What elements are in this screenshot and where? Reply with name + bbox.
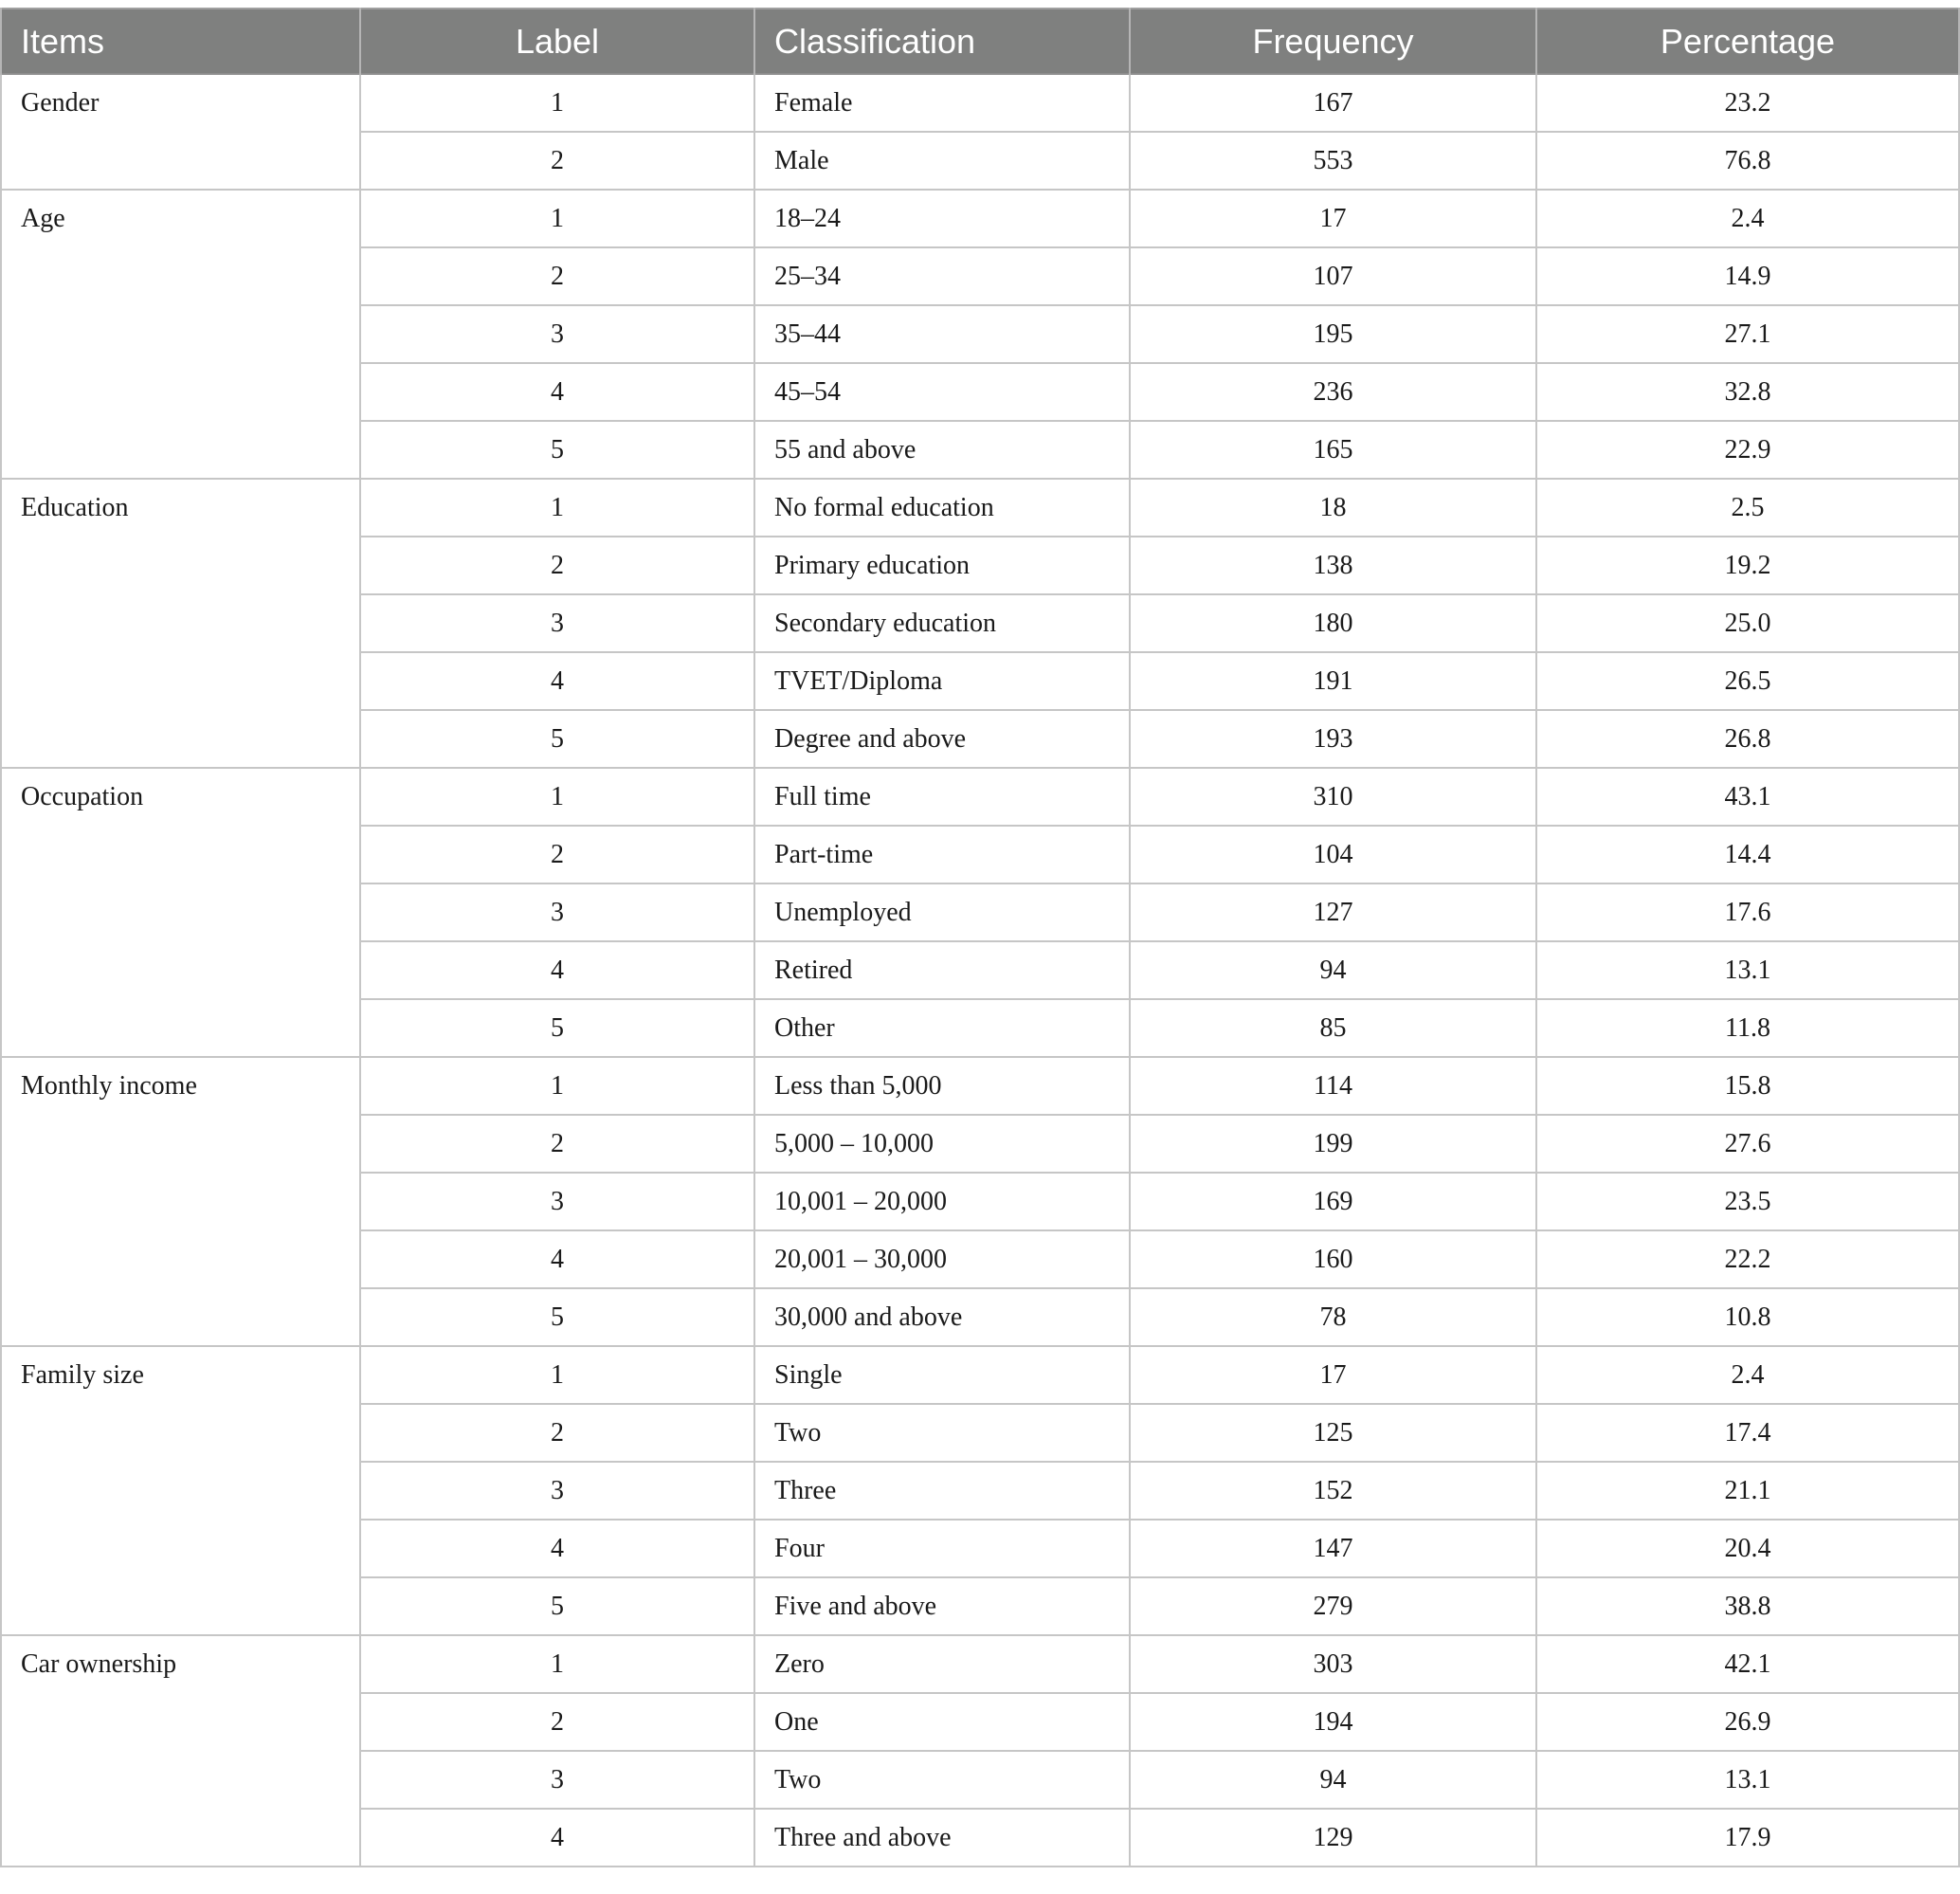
frequency-cell: 125 (1130, 1404, 1536, 1462)
classification-cell: Two (754, 1404, 1130, 1462)
label-cell: 4 (360, 363, 754, 421)
classification-cell: Full time (754, 768, 1130, 826)
frequency-cell: 85 (1130, 999, 1536, 1057)
table-container (0, 8, 1960, 1867)
percentage-cell: 25.0 (1536, 594, 1959, 652)
frequency-cell: 194 (1130, 1693, 1536, 1751)
classification-cell: 55 and above (754, 421, 1130, 479)
header-items: Items (1, 9, 360, 74)
frequency-cell: 553 (1130, 132, 1536, 190)
header-classification: Classification (754, 9, 1130, 74)
label-cell: 2 (360, 132, 754, 190)
frequency-cell: 193 (1130, 710, 1536, 768)
percentage-cell: 19.2 (1536, 537, 1959, 594)
percentage-cell: 2.4 (1536, 190, 1959, 247)
classification-cell: No formal education (754, 479, 1130, 537)
classification-cell: Primary education (754, 537, 1130, 594)
frequency-cell: 94 (1130, 1751, 1536, 1809)
table-header (1, 9, 1959, 74)
label-cell: 5 (360, 1577, 754, 1635)
percentage-cell: 76.8 (1536, 132, 1959, 190)
classification-cell: Part-time (754, 826, 1130, 883)
label-cell: 3 (360, 1751, 754, 1809)
table-row (1, 479, 1959, 537)
label-cell: 1 (360, 768, 754, 826)
table-body (1, 74, 1959, 1867)
frequency-cell: 279 (1130, 1577, 1536, 1635)
frequency-cell: 180 (1130, 594, 1536, 652)
percentage-cell: 15.8 (1536, 1057, 1959, 1115)
frequency-cell: 94 (1130, 941, 1536, 999)
classification-cell: Secondary education (754, 594, 1130, 652)
label-cell: 3 (360, 883, 754, 941)
frequency-cell: 107 (1130, 247, 1536, 305)
label-cell: 3 (360, 594, 754, 652)
table-row (1, 190, 1959, 247)
label-cell: 2 (360, 826, 754, 883)
classification-cell: 25–34 (754, 247, 1130, 305)
header-row (1, 9, 1959, 74)
label-cell: 2 (360, 1404, 754, 1462)
item-cell: Age (1, 190, 360, 479)
classification-cell: Zero (754, 1635, 1130, 1693)
percentage-cell: 32.8 (1536, 363, 1959, 421)
percentage-cell: 42.1 (1536, 1635, 1959, 1693)
classification-cell: 20,001 – 30,000 (754, 1230, 1130, 1288)
classification-cell: Five and above (754, 1577, 1130, 1635)
percentage-cell: 22.9 (1536, 421, 1959, 479)
percentage-cell: 13.1 (1536, 1751, 1959, 1809)
label-cell: 1 (360, 1346, 754, 1404)
classification-cell: Less than 5,000 (754, 1057, 1130, 1115)
percentage-cell: 27.1 (1536, 305, 1959, 363)
classification-cell: 5,000 – 10,000 (754, 1115, 1130, 1173)
label-cell: 4 (360, 1520, 754, 1577)
label-cell: 5 (360, 710, 754, 768)
header-frequency: Frequency (1130, 9, 1536, 74)
frequency-cell: 199 (1130, 1115, 1536, 1173)
item-cell: Gender (1, 74, 360, 190)
percentage-cell: 10.8 (1536, 1288, 1959, 1346)
table-row (1, 74, 1959, 132)
frequency-cell: 167 (1130, 74, 1536, 132)
classification-cell: Retired (754, 941, 1130, 999)
classification-cell: Degree and above (754, 710, 1130, 768)
header-percentage: Percentage (1536, 9, 1959, 74)
percentage-cell: 26.8 (1536, 710, 1959, 768)
table-row (1, 1635, 1959, 1693)
item-cell: Family size (1, 1346, 360, 1635)
classification-cell: Female (754, 74, 1130, 132)
frequency-cell: 169 (1130, 1173, 1536, 1230)
label-cell: 5 (360, 421, 754, 479)
percentage-cell: 22.2 (1536, 1230, 1959, 1288)
frequency-cell: 310 (1130, 768, 1536, 826)
label-cell: 2 (360, 1693, 754, 1751)
classification-cell: 18–24 (754, 190, 1130, 247)
frequency-cell: 17 (1130, 190, 1536, 247)
classification-cell: 45–54 (754, 363, 1130, 421)
frequency-cell: 152 (1130, 1462, 1536, 1520)
percentage-cell: 17.4 (1536, 1404, 1959, 1462)
percentage-cell: 27.6 (1536, 1115, 1959, 1173)
classification-cell: Single (754, 1346, 1130, 1404)
table-row (1, 768, 1959, 826)
classification-cell: 10,001 – 20,000 (754, 1173, 1130, 1230)
label-cell: 1 (360, 479, 754, 537)
frequency-cell: 236 (1130, 363, 1536, 421)
label-cell: 1 (360, 190, 754, 247)
percentage-cell: 20.4 (1536, 1520, 1959, 1577)
frequency-cell: 195 (1130, 305, 1536, 363)
percentage-cell: 38.8 (1536, 1577, 1959, 1635)
table-row (1, 1346, 1959, 1404)
item-cell: Car ownership (1, 1635, 360, 1867)
percentage-cell: 23.2 (1536, 74, 1959, 132)
percentage-cell: 2.5 (1536, 479, 1959, 537)
percentage-cell: 17.9 (1536, 1809, 1959, 1867)
percentage-cell: 2.4 (1536, 1346, 1959, 1404)
frequency-cell: 18 (1130, 479, 1536, 537)
item-cell: Education (1, 479, 360, 768)
demographics-table (0, 8, 1960, 1867)
label-cell: 2 (360, 537, 754, 594)
label-cell: 4 (360, 652, 754, 710)
classification-cell: Three and above (754, 1809, 1130, 1867)
label-cell: 1 (360, 1057, 754, 1115)
frequency-cell: 138 (1130, 537, 1536, 594)
frequency-cell: 147 (1130, 1520, 1536, 1577)
label-cell: 1 (360, 74, 754, 132)
classification-cell: One (754, 1693, 1130, 1751)
classification-cell: 35–44 (754, 305, 1130, 363)
percentage-cell: 43.1 (1536, 768, 1959, 826)
frequency-cell: 17 (1130, 1346, 1536, 1404)
header-label: Label (360, 9, 754, 74)
frequency-cell: 78 (1130, 1288, 1536, 1346)
percentage-cell: 17.6 (1536, 883, 1959, 941)
percentage-cell: 21.1 (1536, 1462, 1959, 1520)
classification-cell: TVET/Diploma (754, 652, 1130, 710)
frequency-cell: 104 (1130, 826, 1536, 883)
percentage-cell: 14.9 (1536, 247, 1959, 305)
label-cell: 1 (360, 1635, 754, 1693)
label-cell: 4 (360, 941, 754, 999)
percentage-cell: 11.8 (1536, 999, 1959, 1057)
label-cell: 2 (360, 247, 754, 305)
percentage-cell: 26.5 (1536, 652, 1959, 710)
classification-cell: Unemployed (754, 883, 1130, 941)
label-cell: 5 (360, 1288, 754, 1346)
item-cell: Monthly income (1, 1057, 360, 1346)
table-row (1, 1057, 1959, 1115)
label-cell: 3 (360, 1173, 754, 1230)
label-cell: 4 (360, 1809, 754, 1867)
classification-cell: Four (754, 1520, 1130, 1577)
frequency-cell: 191 (1130, 652, 1536, 710)
frequency-cell: 127 (1130, 883, 1536, 941)
percentage-cell: 14.4 (1536, 826, 1959, 883)
item-cell: Occupation (1, 768, 360, 1057)
percentage-cell: 23.5 (1536, 1173, 1959, 1230)
label-cell: 5 (360, 999, 754, 1057)
label-cell: 3 (360, 305, 754, 363)
classification-cell: 30,000 and above (754, 1288, 1130, 1346)
frequency-cell: 165 (1130, 421, 1536, 479)
label-cell: 2 (360, 1115, 754, 1173)
frequency-cell: 114 (1130, 1057, 1536, 1115)
label-cell: 3 (360, 1462, 754, 1520)
frequency-cell: 129 (1130, 1809, 1536, 1867)
frequency-cell: 303 (1130, 1635, 1536, 1693)
label-cell: 4 (360, 1230, 754, 1288)
classification-cell: Male (754, 132, 1130, 190)
percentage-cell: 26.9 (1536, 1693, 1959, 1751)
classification-cell: Other (754, 999, 1130, 1057)
percentage-cell: 13.1 (1536, 941, 1959, 999)
classification-cell: Three (754, 1462, 1130, 1520)
frequency-cell: 160 (1130, 1230, 1536, 1288)
classification-cell: Two (754, 1751, 1130, 1809)
